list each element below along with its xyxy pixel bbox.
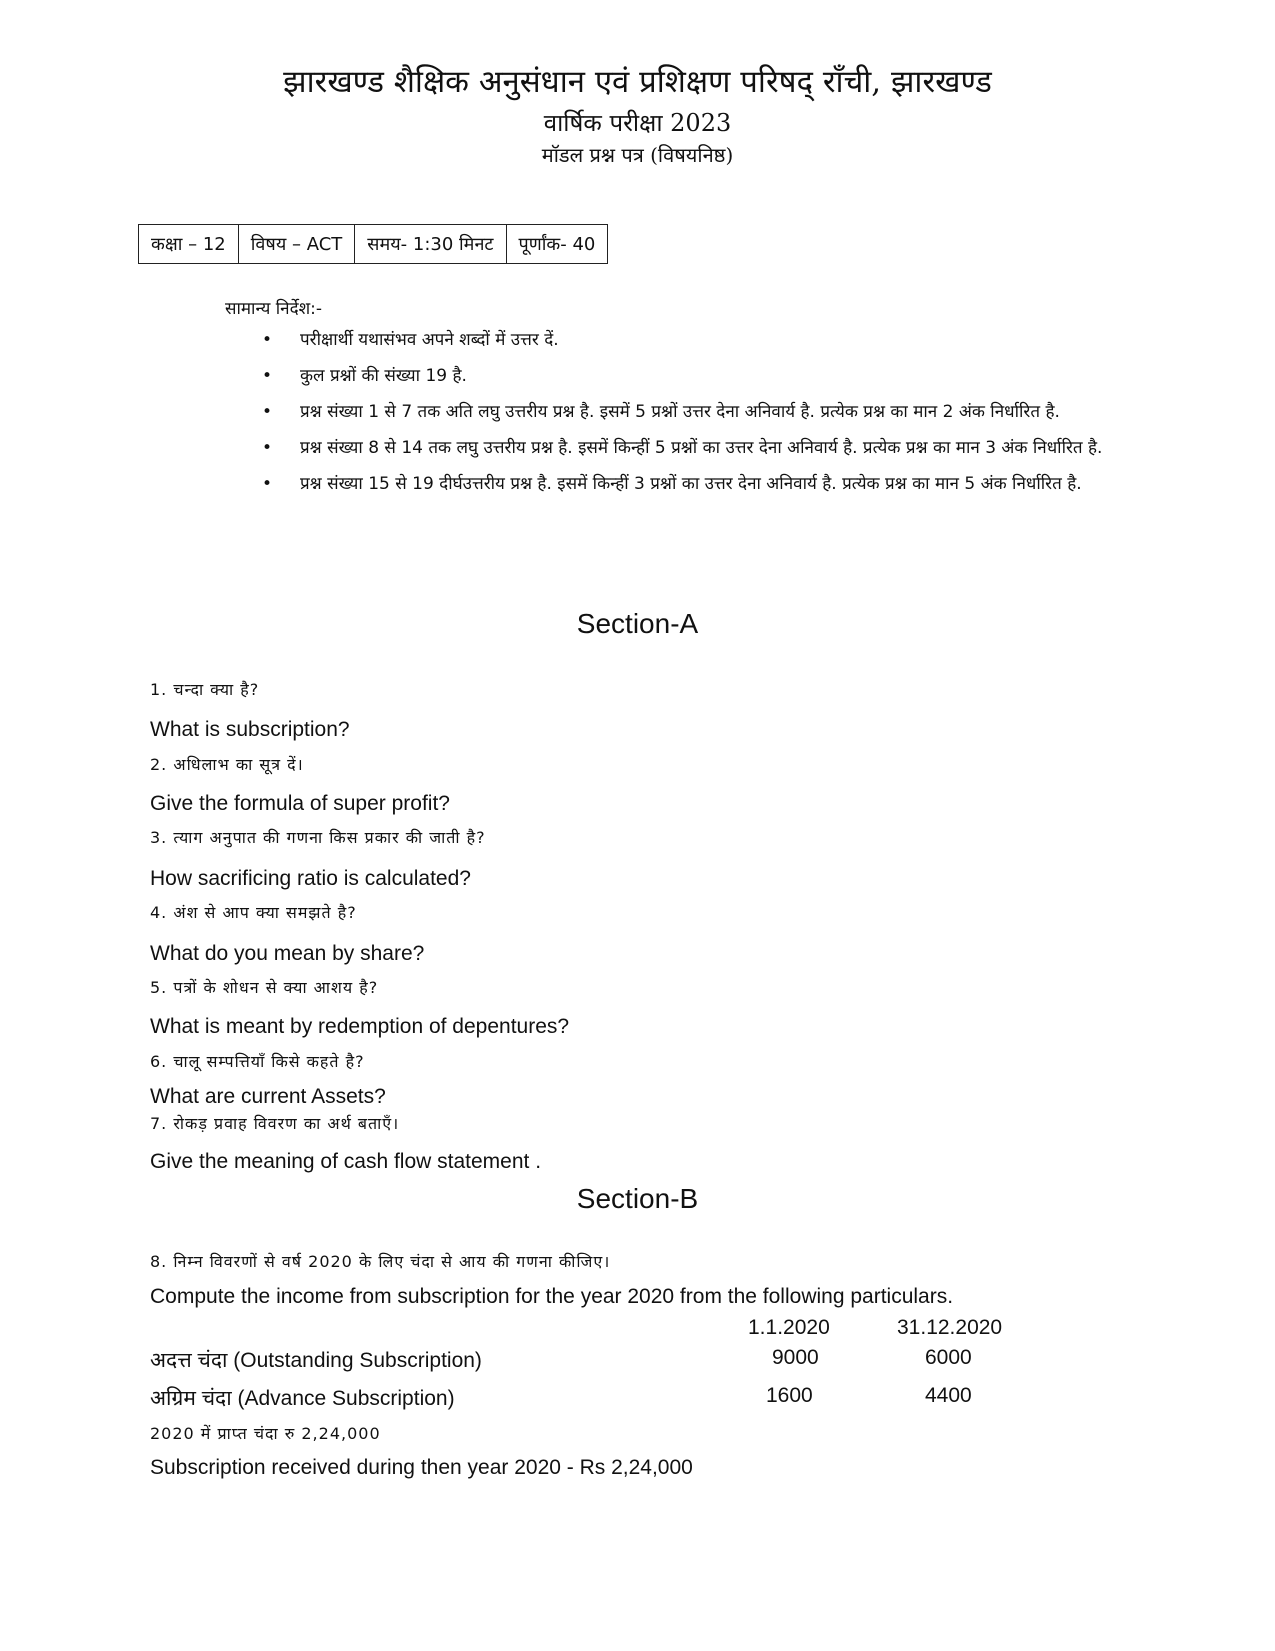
advance-start-value: 1600 — [766, 1384, 813, 1407]
section-a-title: Section-A — [576, 608, 699, 639]
exam-info-table — [138, 224, 608, 264]
instructions-list — [262, 322, 1142, 502]
question-6-hi: 6. चालू सम्पत्तियाँ किसे कहते है? — [150, 1052, 365, 1071]
instruction-item: • प्रश्न संख्या 8 से 14 तक लघु उत्तरीय प्रश्न है. इसमें किन्हीं 5 प्रश्नों का उत्तर देना अनिवार्य है. प्रत्येक प्रश्न का मान 3 अंक निर्धारित है. — [262, 430, 1142, 466]
question-7-hi: 7. रोकड़ प्रवाह विवरण का अर्थ बताएँ। — [150, 1114, 400, 1133]
question-3-hi: 3. त्याग अनुपात की गणना किस प्रकार की जाती है? — [150, 828, 486, 847]
advance-subscription-label: अग्रिम चंदा (Advance Subscription) — [150, 1387, 455, 1410]
instructions-heading: सामान्य निर्देश:- — [225, 299, 323, 319]
subscription-received-en: Subscription received during then year 2020 - Rs 2,24,000 — [150, 1456, 693, 1479]
instruction-item: • परीक्षार्थी यथासंभव अपने शब्दों में उत्तर दें. — [262, 322, 1142, 358]
column-header-end-date: 31.12.2020 — [897, 1316, 1003, 1339]
question-1-en: What is subscription? — [150, 718, 350, 741]
outstanding-subscription-label: अदत्त चंदा (Outstanding Subscription) — [150, 1349, 482, 1372]
question-6-en: What are current Assets? — [150, 1085, 386, 1108]
instruction-item: • कुल प्रश्नों की संख्या 19 है. — [262, 358, 1142, 394]
question-4-en: What do you mean by share? — [150, 942, 425, 965]
section-b-title: Section-B — [576, 1183, 699, 1214]
outstanding-end-value: 6000 — [925, 1346, 972, 1369]
question-8-en: Compute the income from subscription for the year 2020 from the following particulars. — [150, 1285, 954, 1308]
question-2-en: Give the formula of super profit? — [150, 792, 450, 815]
instruction-item: • प्रश्न संख्या 15 से 19 दीर्घउत्तरीय प्रश्न है. इसमें किन्हीं 3 प्रश्नों का उत्तर देना अनिवार्य है. प्रत्येक प्रश्न का मान 5 अंक निर्धारित है. — [262, 466, 1142, 502]
bullet-icon: • — [262, 402, 273, 422]
question-4-hi: 4. अंश से आप क्या समझते है? — [150, 903, 357, 922]
question-2-hi: 2. अधिलाभ का सूत्र दें। — [150, 755, 304, 774]
subject-cell: विषय – ACT — [238, 225, 355, 264]
question-7-en: Give the meaning of cash flow statement . — [150, 1150, 542, 1173]
board-title: झारखण्ड शैक्षिक अनुसंधान एवं प्रशिक्षण परिषद् राँची, झारखण्ड — [283, 64, 992, 100]
bullet-icon: • — [262, 330, 273, 350]
question-5-hi: 5. पत्रों के शोधन से क्या आशय है? — [150, 978, 379, 997]
question-3-en: How sacrificing ratio is calculated? — [150, 867, 471, 890]
outstanding-start-value: 9000 — [772, 1346, 819, 1369]
marks-cell: पूर्णांक- 40 — [506, 225, 608, 264]
time-cell: समय- 1:30 मिनट — [355, 225, 506, 264]
exam-title: वार्षिक परीक्षा 2023 — [543, 109, 732, 137]
question-5-en: What is meant by redemption of depentures? — [150, 1015, 570, 1038]
question-8-hi: 8. निम्न विवरणों से वर्ष 2020 के लिए चंदा से आय की गणना कीजिए। — [150, 1252, 611, 1271]
instruction-item: • प्रश्न संख्या 1 से 7 तक अति लघु उत्तरीय प्रश्न है. इसमें 5 प्रश्नों उत्तर देना अनिवार्य है. प्रत्येक प्रश्न का मान 2 अंक निर्धारित है. — [262, 394, 1142, 430]
bullet-icon: • — [262, 366, 273, 386]
advance-end-value: 4400 — [925, 1384, 972, 1407]
bullet-icon: • — [262, 474, 273, 494]
subscription-received-hi: 2020 में प्राप्त चंदा रु 2,24,000 — [150, 1424, 381, 1443]
class-cell: कक्षा – 12 — [139, 225, 239, 264]
paper-type: मॉडल प्रश्न पत्र (विषयनिष्ठ) — [541, 143, 734, 167]
question-1-hi: 1. चन्दा क्या है? — [150, 680, 260, 699]
bullet-icon: • — [262, 438, 273, 458]
column-header-start-date: 1.1.2020 — [748, 1316, 830, 1339]
